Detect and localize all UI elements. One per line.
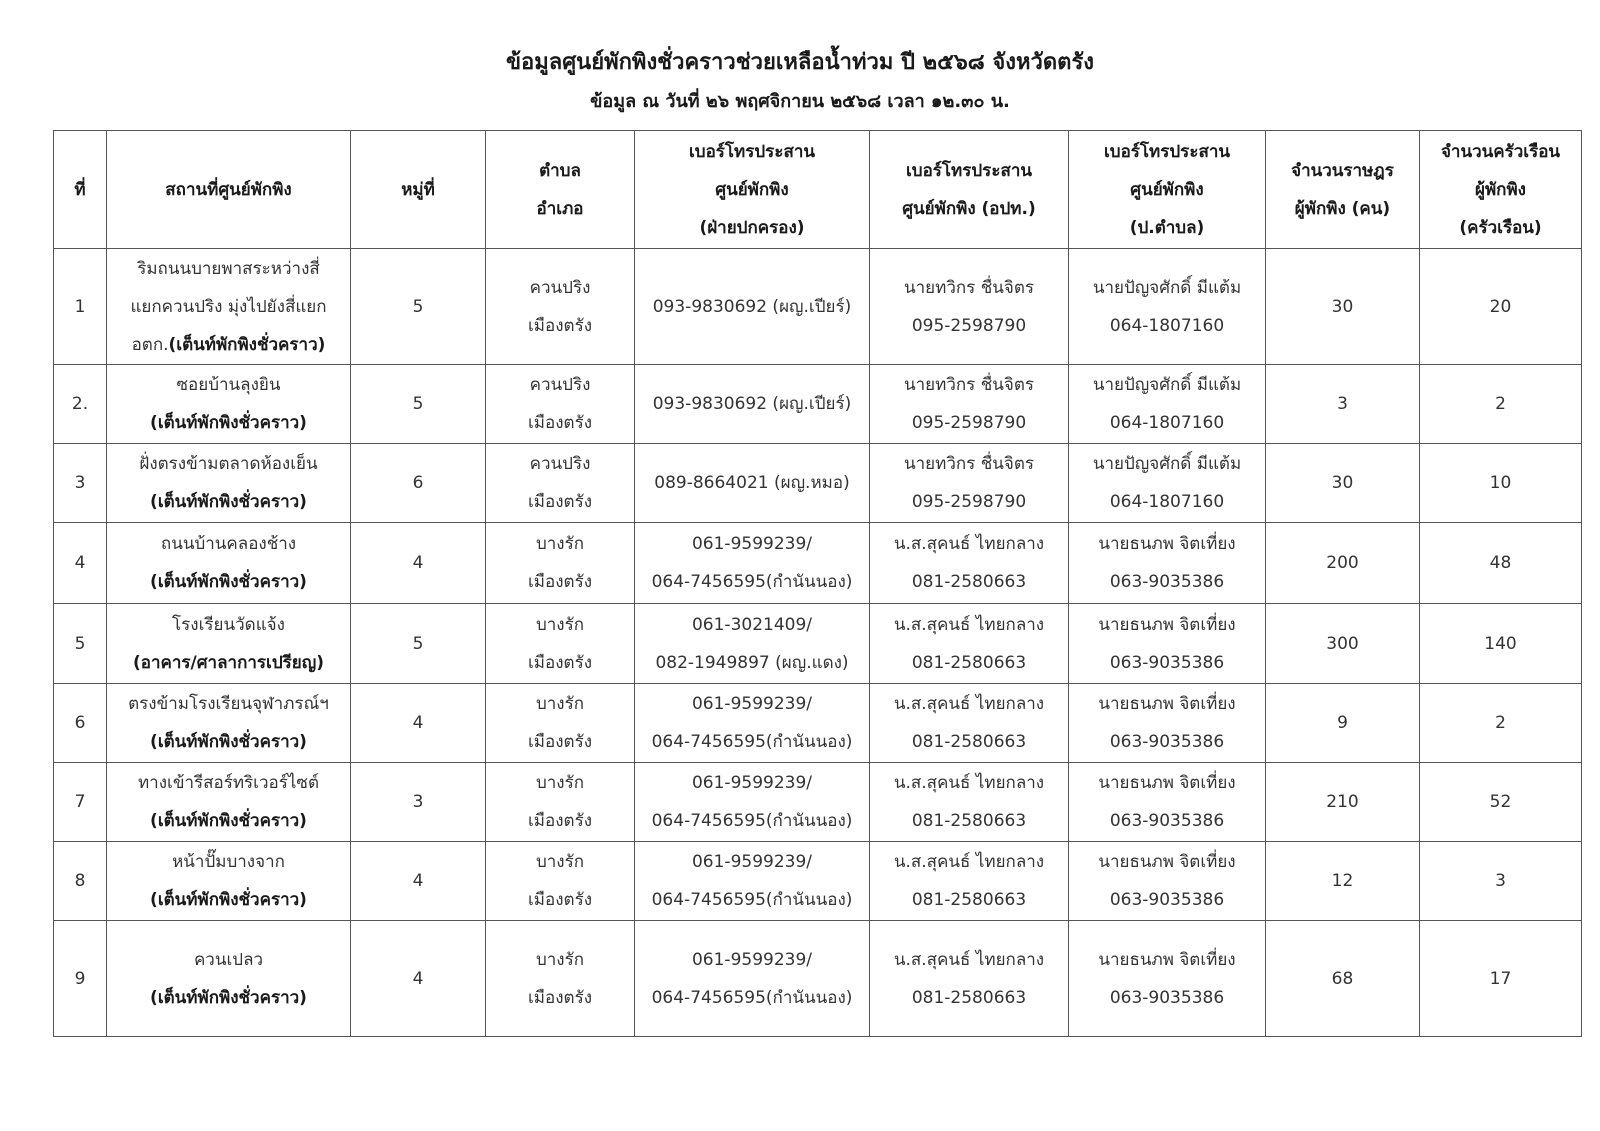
place-line-plain: อตก. xyxy=(131,334,169,355)
cell-households: 17 xyxy=(1420,921,1582,1037)
contact-phone: 081-2580663 xyxy=(911,811,1027,831)
cell-subdistrict-contact xyxy=(1069,604,1266,684)
tambon: บางรัก xyxy=(535,694,585,714)
cell-moo: 4 xyxy=(351,842,486,921)
place-line: ควนเปลว xyxy=(193,949,264,970)
admin-phone-line: 061-9599239/ xyxy=(691,534,813,554)
place-line xyxy=(111,802,346,840)
contact-name: นายธนภพ จิตเที่ยง xyxy=(1098,614,1236,635)
cell-people: 210 xyxy=(1266,763,1420,842)
place-type: (เต็นท์พักพิงชั่วคราว) xyxy=(150,811,307,831)
place-type: (เต็นท์พักพิงชั่วคราว) xyxy=(150,413,307,433)
cell-subdistrict-contact xyxy=(1069,523,1266,604)
admin-phone-line: 061-9599239/ xyxy=(691,773,813,793)
place-type: (เต็นท์พักพิงชั่วคราว) xyxy=(150,572,307,592)
contact-phone: 095-2598790 xyxy=(911,492,1027,512)
contact-phone: 081-2580663 xyxy=(911,890,1027,910)
cell-subdistrict-contact xyxy=(1069,444,1266,523)
cell-no: 8 xyxy=(54,842,107,921)
place-line xyxy=(111,723,346,761)
table-row xyxy=(54,365,1582,444)
header-admin-phone: เบอร์โทรประสาน ศูนย์พักพิง (ฝ่ายปกครอง) xyxy=(635,131,870,249)
cell-place xyxy=(107,523,351,604)
place-line: ทางเข้ารีสอร์ทริเวอร์ไซต์ xyxy=(137,773,320,793)
amphoe: เมืองตรัง xyxy=(528,811,592,831)
header-local-gov-phone: เบอร์โทรประสาน ศูนย์พักพิง (อปท.) xyxy=(870,131,1069,249)
cell-moo: 5 xyxy=(351,365,486,444)
contact-phone: 064-1807160 xyxy=(1109,413,1225,433)
cell-moo: 4 xyxy=(351,684,486,763)
place-type: (เต็นท์พักพิงชั่วคราว) xyxy=(150,987,307,1008)
contact-name: น.ส.สุคนธ์ ไทยกลาง xyxy=(893,534,1045,554)
cell-no: 3 xyxy=(54,444,107,523)
contact-phone: 081-2580663 xyxy=(911,652,1027,673)
admin-phone-line: 064-7456595(กำนันนอง) xyxy=(651,987,853,1008)
cell-subdistrict-contact xyxy=(1069,249,1266,365)
cell-households: 20 xyxy=(1420,249,1582,365)
shelter-table xyxy=(53,130,1582,1037)
cell-admin-phone xyxy=(635,365,870,444)
admin-phone-line: 064-7456595(กำนันนอง) xyxy=(651,811,853,831)
document-title: ข้อมูลศูนย์พักพิงชั่วคราวช่วยเหลือน้ำท่วม ปี ๒๕๖๘ จังหวัดตรัง xyxy=(505,50,1095,75)
cell-local-gov-contact xyxy=(870,523,1069,604)
cell-households: 52 xyxy=(1420,763,1582,842)
header-no: ที่ xyxy=(54,131,107,249)
contact-phone: 095-2598790 xyxy=(911,413,1027,433)
cell-no: 4 xyxy=(54,523,107,604)
contact-name: นายทวิกร ชื่นจิตร xyxy=(904,277,1034,298)
table-row xyxy=(54,684,1582,763)
contact-name: นายธนภพ จิตเที่ยง xyxy=(1098,773,1236,793)
cell-admin-phone xyxy=(635,444,870,523)
place-line xyxy=(111,483,346,521)
place-line: โรงเรียนวัดแจ้ง xyxy=(172,614,285,635)
contact-name: นายทวิกร ชื่นจิตร xyxy=(904,454,1034,474)
cell-no: 5 xyxy=(54,604,107,684)
admin-phone-line: 061-9599239/ xyxy=(691,852,813,872)
tambon: ควนปริง xyxy=(529,454,591,474)
amphoe: เมืองตรัง xyxy=(528,652,592,673)
contact-name: นายธนภพ จิตเที่ยง xyxy=(1098,694,1236,714)
cell-admin-phone xyxy=(635,249,870,365)
cell-no: 6 xyxy=(54,684,107,763)
cell-place xyxy=(107,842,351,921)
cell-households: 2 xyxy=(1420,365,1582,444)
cell-local-gov-contact xyxy=(870,604,1069,684)
cell-admin-phone xyxy=(635,604,870,684)
cell-households: 2 xyxy=(1420,684,1582,763)
cell-moo: 5 xyxy=(351,249,486,365)
document-subtitle: ข้อมูล ณ วันที่ ๒๖ พฤศจิกายน ๒๕๖๘ เวลา ๑๒.๓๐ น. xyxy=(590,91,1010,112)
cell-subdistrict-contact xyxy=(1069,921,1266,1037)
cell-local-gov-contact xyxy=(870,249,1069,365)
admin-phone-line: 064-7456595(กำนันนอง) xyxy=(651,732,853,752)
header-households: จำนวนครัวเรือน ผู้พักพิง (ครัวเรือน) xyxy=(1420,131,1582,249)
admin-phone-line: 061-3021409/ xyxy=(691,614,813,635)
contact-name: นายปัญจศักดิ์ มีแต้ม xyxy=(1092,375,1242,395)
place-type: (เต็นท์พักพิงชั่วคราว) xyxy=(150,890,307,910)
cell-tambon-amphoe xyxy=(486,444,635,523)
amphoe: เมืองตรัง xyxy=(528,315,592,336)
cell-no: 1 xyxy=(54,249,107,365)
contact-name: นายธนภพ จิตเที่ยง xyxy=(1098,852,1236,872)
cell-place xyxy=(107,444,351,523)
place-line: หน้าปั๊มบางจาก xyxy=(172,852,285,872)
cell-place xyxy=(107,921,351,1037)
cell-people: 200 xyxy=(1266,523,1420,604)
cell-local-gov-contact xyxy=(870,763,1069,842)
contact-phone: 063-9035386 xyxy=(1109,572,1225,592)
contact-phone: 064-1807160 xyxy=(1109,492,1225,512)
amphoe: เมืองตรัง xyxy=(528,492,592,512)
cell-tambon-amphoe xyxy=(486,249,635,365)
contact-phone: 063-9035386 xyxy=(1109,890,1225,910)
cell-subdistrict-contact xyxy=(1069,365,1266,444)
contact-phone: 081-2580663 xyxy=(911,732,1027,752)
tambon: บางรัก xyxy=(535,852,585,872)
place-line xyxy=(111,404,346,442)
table-row xyxy=(54,523,1582,604)
admin-phone-line: 064-7456595(กำนันนอง) xyxy=(651,890,853,910)
place-line xyxy=(111,563,346,601)
cell-admin-phone xyxy=(635,842,870,921)
admin-phone-line: 064-7456595(กำนันนอง) xyxy=(651,572,853,592)
contact-phone: 063-9035386 xyxy=(1109,652,1225,673)
contact-phone: 081-2580663 xyxy=(911,572,1027,592)
admin-phone-line: 093-9830692 (ผญ.เปียร์) xyxy=(652,394,852,414)
cell-tambon-amphoe xyxy=(486,604,635,684)
contact-name: น.ส.สุคนธ์ ไทยกลาง xyxy=(893,773,1045,793)
contact-name: น.ส.สุคนธ์ ไทยกลาง xyxy=(893,852,1045,872)
cell-households: 3 xyxy=(1420,842,1582,921)
cell-subdistrict-contact xyxy=(1069,842,1266,921)
cell-moo: 4 xyxy=(351,523,486,604)
cell-local-gov-contact xyxy=(870,921,1069,1037)
contact-phone: 081-2580663 xyxy=(911,987,1027,1008)
cell-people: 30 xyxy=(1266,444,1420,523)
cell-admin-phone xyxy=(635,763,870,842)
cell-moo: 6 xyxy=(351,444,486,523)
cell-tambon-amphoe xyxy=(486,921,635,1037)
cell-local-gov-contact xyxy=(870,842,1069,921)
cell-local-gov-contact xyxy=(870,365,1069,444)
amphoe: เมืองตรัง xyxy=(528,413,592,433)
tambon: ควนปริง xyxy=(529,375,591,395)
cell-moo: 3 xyxy=(351,763,486,842)
place-line: ตรงข้ามโรงเรียนจุฬาภรณ์ฯ xyxy=(128,694,329,714)
place-line xyxy=(111,979,346,1017)
table-row xyxy=(54,444,1582,523)
cell-tambon-amphoe xyxy=(486,684,635,763)
tambon: บางรัก xyxy=(535,614,585,635)
cell-households: 48 xyxy=(1420,523,1582,604)
tambon: บางรัก xyxy=(535,773,585,793)
place-line: ริมถนนบายพาสระหว่างสี่ xyxy=(137,258,320,279)
contact-name: นายปัญจศักดิ์ มีแต้ม xyxy=(1092,454,1242,474)
tambon: บางรัก xyxy=(535,534,585,554)
cell-no: 2. xyxy=(54,365,107,444)
cell-people: 12 xyxy=(1266,842,1420,921)
contact-name: นายทวิกร ชื่นจิตร xyxy=(904,375,1034,395)
header-people: จำนวนราษฎร ผู้พักพิง (คน) xyxy=(1266,131,1420,249)
cell-place xyxy=(107,684,351,763)
admin-phone-line: 061-9599239/ xyxy=(691,949,813,970)
contact-phone: 063-9035386 xyxy=(1109,987,1225,1008)
cell-people: 3 xyxy=(1266,365,1420,444)
cell-place xyxy=(107,365,351,444)
place-line: ถนนบ้านคลองช้าง xyxy=(160,534,297,554)
cell-tambon-amphoe xyxy=(486,842,635,921)
amphoe: เมืองตรัง xyxy=(528,890,592,910)
contact-name: น.ส.สุคนธ์ ไทยกลาง xyxy=(893,949,1045,970)
cell-moo: 5 xyxy=(351,604,486,684)
contact-name: น.ส.สุคนธ์ ไทยกลาง xyxy=(893,614,1045,635)
contact-phone: 064-1807160 xyxy=(1109,315,1225,336)
cell-households: 10 xyxy=(1420,444,1582,523)
cell-admin-phone xyxy=(635,921,870,1037)
place-line xyxy=(111,881,346,919)
table-row xyxy=(54,604,1582,684)
cell-place xyxy=(107,763,351,842)
cell-place xyxy=(107,604,351,684)
cell-households: 140 xyxy=(1420,604,1582,684)
cell-no: 7 xyxy=(54,763,107,842)
cell-moo: 4 xyxy=(351,921,486,1037)
place-type: (เต็นท์พักพิงชั่วคราว) xyxy=(150,732,307,752)
place-line xyxy=(111,326,346,364)
cell-people: 300 xyxy=(1266,604,1420,684)
admin-phone-line: 082-1949897 (ผญ.แดง) xyxy=(655,652,849,673)
cell-subdistrict-contact xyxy=(1069,684,1266,763)
place-type: (เต็นท์พักพิงชั่วคราว) xyxy=(168,334,326,355)
cell-admin-phone xyxy=(635,684,870,763)
contact-name: น.ส.สุคนธ์ ไทยกลาง xyxy=(893,694,1045,714)
admin-phone-line: 061-9599239/ xyxy=(691,694,813,714)
table-row xyxy=(54,249,1582,365)
cell-tambon-amphoe xyxy=(486,763,635,842)
cell-local-gov-contact xyxy=(870,444,1069,523)
contact-name: นายธนภพ จิตเที่ยง xyxy=(1098,534,1236,554)
cell-tambon-amphoe xyxy=(486,523,635,604)
cell-tambon-amphoe xyxy=(486,365,635,444)
contact-phone: 063-9035386 xyxy=(1109,811,1225,831)
table-row xyxy=(54,921,1582,1037)
cell-subdistrict-contact xyxy=(1069,763,1266,842)
header-place: สถานที่ศูนย์พักพิง xyxy=(107,131,351,249)
header-row xyxy=(54,131,1582,249)
place-line xyxy=(111,644,346,682)
amphoe: เมืองตรัง xyxy=(528,987,592,1008)
amphoe: เมืองตรัง xyxy=(528,732,592,752)
contact-name: นายธนภพ จิตเที่ยง xyxy=(1098,949,1236,970)
cell-people: 9 xyxy=(1266,684,1420,763)
admin-phone-line: 093-9830692 (ผญ.เปียร์) xyxy=(652,296,852,317)
cell-place xyxy=(107,249,351,365)
admin-phone-line: 089-8664021 (ผญ.หมอ) xyxy=(654,473,850,493)
cell-people: 68 xyxy=(1266,921,1420,1037)
cell-people: 30 xyxy=(1266,249,1420,365)
contact-name: นายปัญจศักดิ์ มีแต้ม xyxy=(1092,277,1242,298)
place-line: ซอยบ้านลุงยิน xyxy=(176,375,281,395)
table-row xyxy=(54,763,1582,842)
place-line: แยกควนปริง มุ่งไปยังสี่แยก xyxy=(130,296,327,317)
place-type: (เต็นท์พักพิงชั่วคราว) xyxy=(150,492,307,512)
tambon: ควนปริง xyxy=(529,277,591,298)
tambon: บางรัก xyxy=(535,949,585,970)
header-subdistrict-phone: เบอร์โทรประสาน ศูนย์พักพิง (ป.ตำบล) xyxy=(1069,131,1266,249)
place-type: (อาคาร/ศาลาการเปรียญ) xyxy=(132,652,324,673)
place-line: ฝั่งตรงข้ามตลาดห้องเย็น xyxy=(139,454,318,474)
contact-phone: 063-9035386 xyxy=(1109,732,1225,752)
contact-phone: 095-2598790 xyxy=(911,315,1027,336)
cell-no: 9 xyxy=(54,921,107,1037)
header-moo: หมู่ที่ xyxy=(351,131,486,249)
header-tambon-amphoe: ตำบล อำเภอ xyxy=(486,131,635,249)
cell-admin-phone xyxy=(635,523,870,604)
cell-local-gov-contact xyxy=(870,684,1069,763)
amphoe: เมืองตรัง xyxy=(528,572,592,592)
table-row xyxy=(54,842,1582,921)
